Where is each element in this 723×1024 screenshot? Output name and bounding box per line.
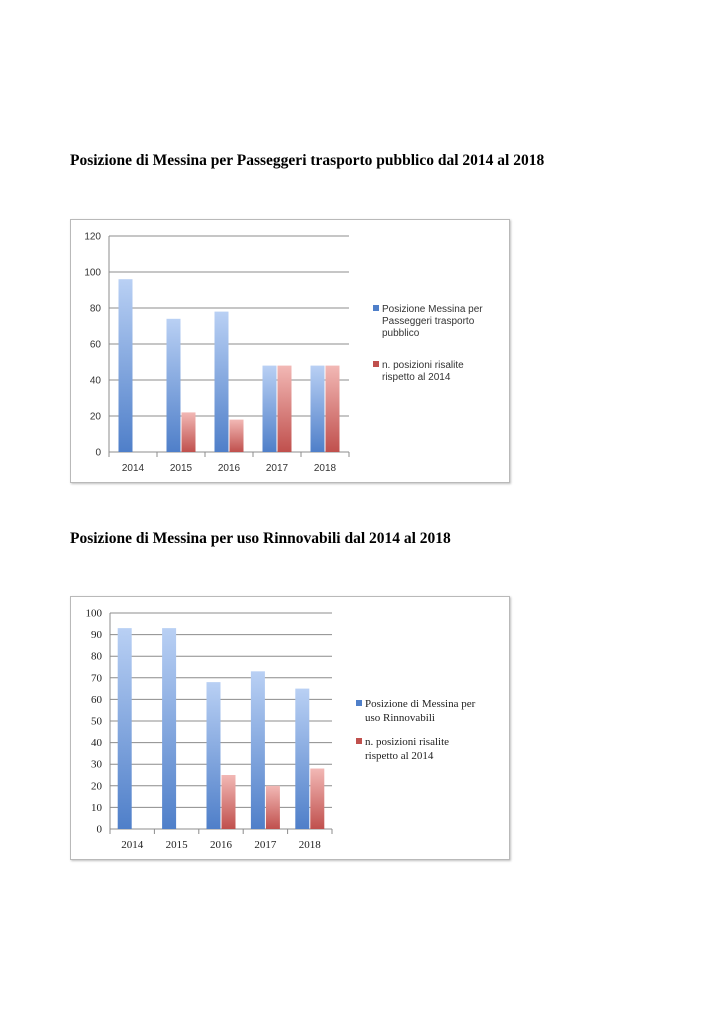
y-tick-label: 20 bbox=[89, 411, 101, 423]
legend-swatch-2 bbox=[356, 738, 362, 744]
bar-series-2-2016 bbox=[222, 775, 236, 829]
y-tick-label: 0 bbox=[96, 823, 102, 836]
y-tick-label: 20 bbox=[91, 780, 102, 793]
x-tick-label: 2014 bbox=[121, 463, 145, 474]
y-tick-label: 40 bbox=[91, 737, 102, 750]
legend-swatch-1 bbox=[356, 700, 362, 706]
y-tick-label: 80 bbox=[89, 303, 101, 315]
chart-1-svg bbox=[71, 220, 509, 482]
y-tick-label: 50 bbox=[91, 715, 102, 728]
bar-series-1-2016 bbox=[207, 682, 221, 829]
legend-swatch-2 bbox=[373, 361, 379, 367]
bar-series-2-2017 bbox=[278, 366, 292, 452]
x-tick-label: 2018 bbox=[298, 839, 321, 851]
bar-series-1-2015 bbox=[162, 628, 176, 829]
legend-swatch-1 bbox=[373, 305, 379, 311]
legend-label-1: uso Rinnovabili bbox=[365, 712, 435, 724]
chart-1-frame bbox=[70, 219, 510, 483]
bar-series-2-2015 bbox=[182, 412, 196, 452]
y-tick-label: 90 bbox=[91, 629, 102, 642]
x-tick-label: 2015 bbox=[165, 839, 188, 851]
bar-series-1-2015 bbox=[167, 319, 181, 452]
bar-series-2-2016 bbox=[230, 420, 244, 452]
legend-label-2: rispetto al 2014 bbox=[365, 750, 434, 762]
legend-label-1: Passeggeri trasporto bbox=[382, 316, 475, 327]
x-tick-label: 2017 bbox=[254, 839, 277, 851]
y-tick-label: 60 bbox=[91, 693, 102, 706]
bar-series-2-2017 bbox=[266, 786, 280, 829]
x-tick-label: 2014 bbox=[121, 839, 144, 851]
bar-series-1-2018 bbox=[295, 689, 309, 829]
x-tick-label: 2016 bbox=[210, 839, 232, 851]
chart-1-heading: Posizione di Messina per Passeggeri trasporto pubblico dal 2014 al 2018 bbox=[70, 152, 545, 169]
legend-label-1: pubblico bbox=[382, 328, 420, 339]
y-tick-label: 10 bbox=[91, 801, 102, 814]
legend-label-2: n. posizioni risalite bbox=[382, 360, 464, 371]
y-tick-label: 0 bbox=[95, 447, 101, 459]
y-tick-label: 40 bbox=[89, 375, 101, 387]
chart-2-svg bbox=[71, 597, 509, 859]
chart-2-heading: Posizione di Messina per uso Rinnovabili dal 2014 al 2018 bbox=[70, 530, 451, 547]
y-tick-label: 120 bbox=[84, 231, 101, 243]
bar-series-2-2018 bbox=[326, 366, 340, 452]
y-tick-label: 30 bbox=[91, 758, 102, 771]
bar-series-1-2018 bbox=[311, 366, 325, 452]
x-tick-label: 2017 bbox=[265, 463, 289, 474]
bar-series-1-2016 bbox=[215, 312, 229, 452]
legend-label-1: Posizione di Messina per bbox=[365, 698, 476, 710]
y-tick-label: 70 bbox=[91, 672, 102, 685]
y-tick-label: 100 bbox=[84, 267, 101, 279]
x-tick-label: 2018 bbox=[313, 463, 337, 474]
bar-series-1-2014 bbox=[118, 628, 132, 829]
legend-label-2: rispetto al 2014 bbox=[382, 372, 451, 383]
x-tick-label: 2015 bbox=[169, 463, 193, 474]
legend-label-2: n. posizioni risalite bbox=[365, 736, 450, 748]
bar-series-1-2017 bbox=[251, 671, 265, 829]
y-tick-label: 80 bbox=[91, 650, 102, 663]
legend-label-1: Posizione Messina per bbox=[382, 304, 483, 315]
x-tick-label: 2016 bbox=[217, 463, 241, 474]
bar-series-1-2014 bbox=[119, 279, 133, 452]
y-tick-label: 100 bbox=[85, 607, 102, 620]
y-tick-label: 60 bbox=[89, 339, 101, 351]
chart-2-frame bbox=[70, 596, 510, 860]
bar-series-1-2017 bbox=[263, 366, 277, 452]
bar-series-2-2018 bbox=[310, 769, 324, 829]
